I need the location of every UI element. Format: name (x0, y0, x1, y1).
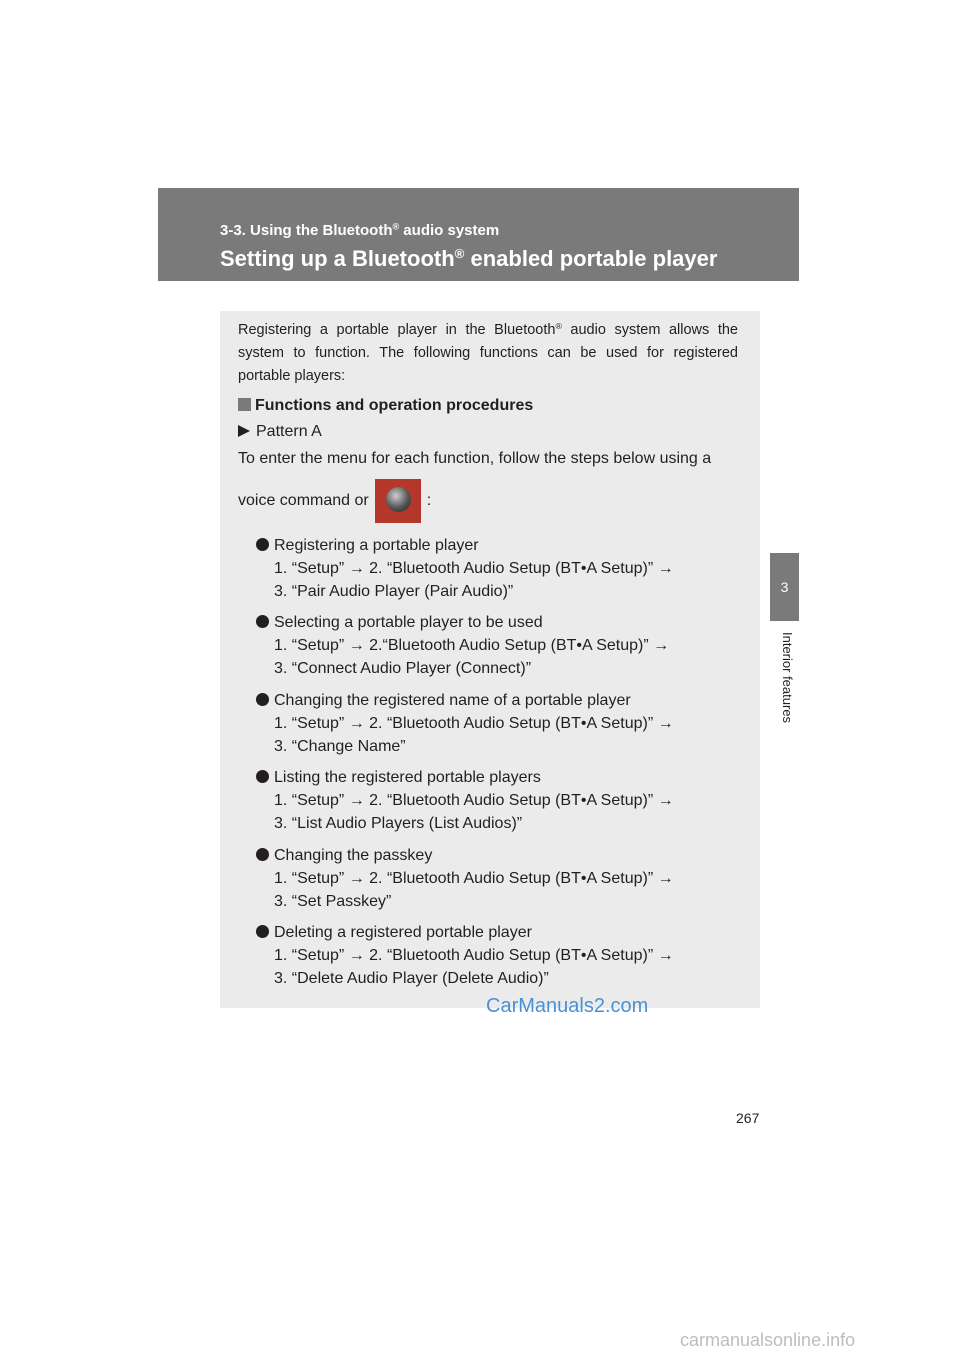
page-title-text: Setting up a Bluetooth (220, 246, 455, 271)
item-step: 3. “List Audio Players (List Audios)” (274, 815, 523, 832)
list-item (256, 766, 674, 835)
item-step: 1. “Setup” → 2. “Bluetooth Audio Setup (BT•A Setup)” → (274, 947, 674, 964)
item-step: 1. “Setup” → 2. “Bluetooth Audio Setup (BT•A Setup)” → (274, 715, 674, 732)
item-step: 3. “Delete Audio Player (Delete Audio)” (274, 970, 549, 987)
registered-mark: ® (555, 320, 562, 331)
page-number: 267 (736, 1110, 760, 1126)
knob-dial-icon (386, 487, 411, 512)
section-label (220, 222, 499, 239)
section-label-text: 3-3. Using the Bluetooth (220, 222, 393, 239)
triangle-bullet-icon (238, 425, 250, 437)
item-step: 1. “Setup” → 2.“Bluetooth Audio Setup (BT•A Setup)” → (274, 637, 670, 654)
item-title: Listing the registered portable players (274, 769, 541, 786)
watermark-link[interactable]: CarManuals2.com (486, 995, 649, 1017)
intro-text: Registering a portable player in the Bluetooth (238, 322, 556, 338)
square-bullet-icon (238, 398, 251, 411)
section-heading (238, 397, 533, 415)
list-item (256, 689, 674, 758)
instruction-text: voice command or (238, 492, 369, 509)
item-step: 3. “Pair Audio Player (Pair Audio)” (274, 583, 514, 600)
list-item (256, 534, 674, 603)
item-step: 1. “Setup” → 2. “Bluetooth Audio Setup (BT•A Setup)” → (274, 792, 674, 809)
circle-bullet-icon (256, 925, 269, 938)
item-title: Changing the passkey (274, 847, 433, 864)
page-header (158, 188, 799, 281)
controller-knob-icon (375, 479, 421, 523)
circle-bullet-icon (256, 538, 269, 551)
circle-bullet-icon (256, 693, 269, 706)
page-title (220, 246, 717, 272)
chapter-tab: 3 (770, 553, 799, 621)
list-item (256, 611, 669, 680)
registered-mark: ® (454, 246, 465, 262)
circle-bullet-icon (256, 848, 269, 861)
instruction-line-2 (238, 479, 431, 523)
list-item (256, 921, 674, 990)
item-title: Deleting a registered portable player (274, 924, 532, 941)
item-title: Changing the registered name of a portable player (274, 692, 631, 709)
page-title-text-end: enabled portable player (464, 246, 718, 271)
circle-bullet-icon (256, 615, 269, 628)
circle-bullet-icon (256, 770, 269, 783)
item-title: Registering a portable player (274, 537, 479, 554)
item-step: 3. “Change Name” (274, 738, 406, 755)
chapter-label: Interior features (780, 632, 795, 724)
pattern-label (238, 423, 322, 441)
intro-paragraph (238, 319, 738, 388)
item-step: 1. “Setup” → 2. “Bluetooth Audio Setup (BT•A Setup)” → (274, 870, 674, 887)
pattern-label-text: Pattern A (256, 423, 322, 440)
item-step: 3. “Connect Audio Player (Connect)” (274, 660, 532, 677)
section-heading-text: Functions and operation procedures (255, 397, 534, 414)
registered-mark: ® (392, 221, 400, 232)
instruction-line: To enter the menu for each function, follow the steps below using a (238, 450, 712, 467)
intro-text-end: audio system allows the system to function. The following functions can be used for registered portable players: (238, 322, 738, 384)
item-step: 3. “Set Passkey” (274, 893, 392, 910)
section-label-text-end: audio system (399, 222, 500, 239)
footer-watermark: carmanualsonline.info (680, 1330, 856, 1350)
item-title: Selecting a portable player to be used (274, 614, 543, 631)
instruction-colon: : (426, 492, 432, 509)
content-box (220, 311, 760, 1008)
list-item (256, 844, 674, 913)
item-step: 1. “Setup” → 2. “Bluetooth Audio Setup (BT•A Setup)” → (274, 560, 674, 577)
